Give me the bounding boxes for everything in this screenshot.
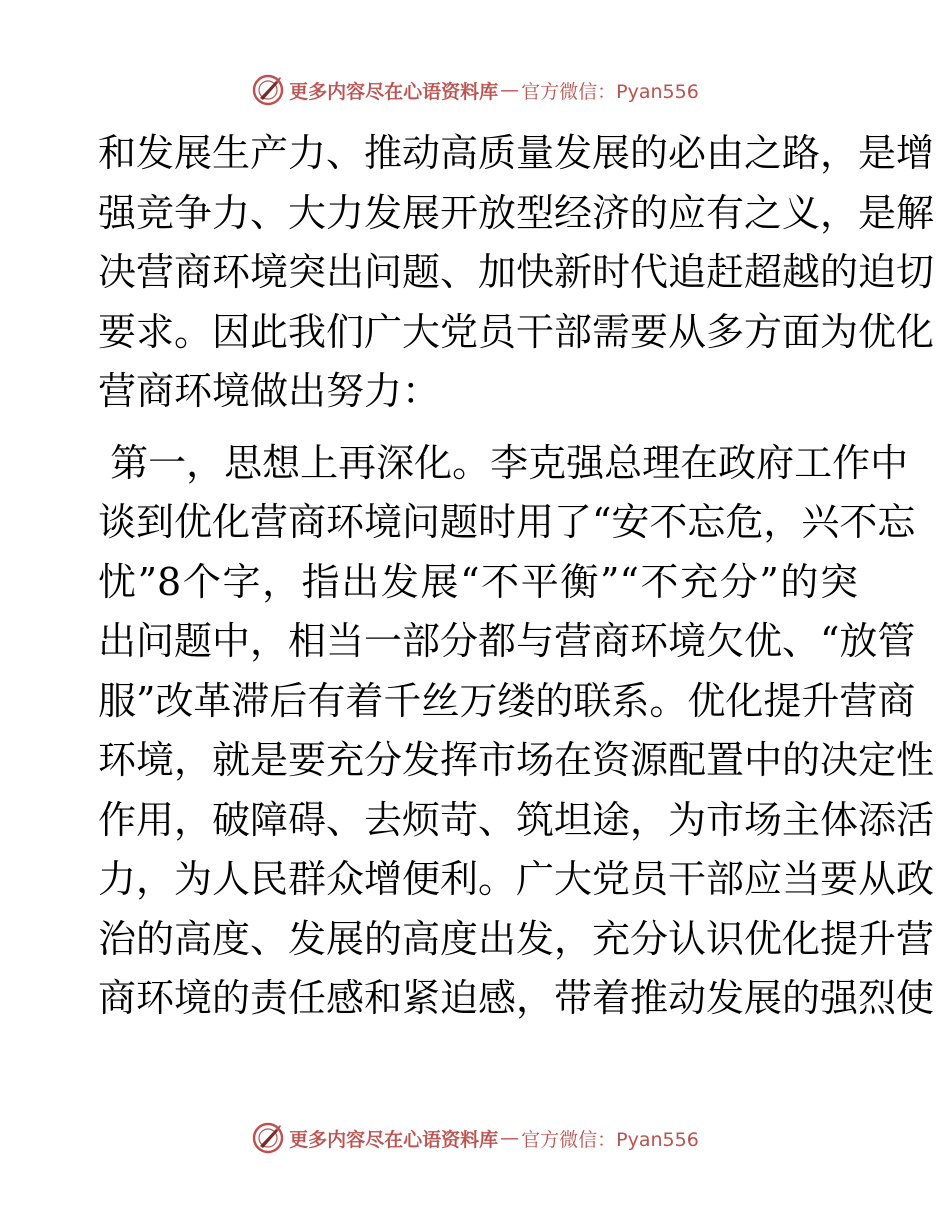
text-line: 第一，思想上再深化。李克强总理在政府工作中 [98, 440, 909, 485]
text-line: 商环境的责任感和紧迫感，带着推动发展的强烈使 [98, 976, 935, 1020]
header-dash: — [500, 79, 520, 101]
paragraph-1 [98, 124, 935, 422]
paragraph-gap [98, 422, 858, 434]
text-line: 力，为人民群众增便利。广大党员干部应当要从政 [98, 857, 935, 901]
text-line: 出问题中，相当一部分都与营商环境欠优、“放管 [98, 619, 916, 663]
footer-dash: — [500, 1127, 520, 1149]
quill-seal-icon [251, 73, 285, 107]
header-site-text: 更多内容尽在心语资料库 [289, 80, 499, 103]
footer-site-text: 更多内容尽在心语资料库 [289, 1128, 499, 1151]
text-line: 谈到优化营商环境问题时用了“安不忘危，兴不忘 [98, 500, 916, 544]
text-line: 和发展生产力、推动高质量发展的必由之路，是增 [98, 131, 935, 175]
text-line: 营商环境做出努力： [98, 369, 441, 413]
text-line: 要求。因此我们广大党员干部需要从多方面为优化 [98, 309, 935, 354]
document-body [98, 124, 935, 1029]
text-line: 环境，就是要充分发挥市场在资源配置中的决定性 [98, 738, 935, 782]
header-wechat: 官方微信：Pyan556 [521, 80, 699, 103]
footer-wechat: 官方微信：Pyan556 [521, 1128, 699, 1151]
text-line: 服”改革滞后有着千丝万缕的联系。优化提升营商 [98, 678, 916, 723]
text-line: 忧”8个字，指出发展“不平衡”“不充分”的突 [98, 559, 858, 604]
footer-watermark [0, 1118, 950, 1158]
text-line: 决营商环境突出问题、加快新时代追赶超越的迫切 [98, 250, 935, 294]
paragraph-2 [98, 434, 935, 1029]
text-line: 治的高度、发展的高度出发，充分认识优化提升营 [98, 916, 935, 961]
quill-seal-icon [251, 1121, 285, 1155]
text-line: 作用，破障碍、去烦苛、筑坦途，为市场主体添活 [98, 797, 935, 842]
header-watermark [0, 70, 950, 110]
text-line: 强竞争力、大力发展开放型经济的应有之义，是解 [98, 190, 935, 235]
